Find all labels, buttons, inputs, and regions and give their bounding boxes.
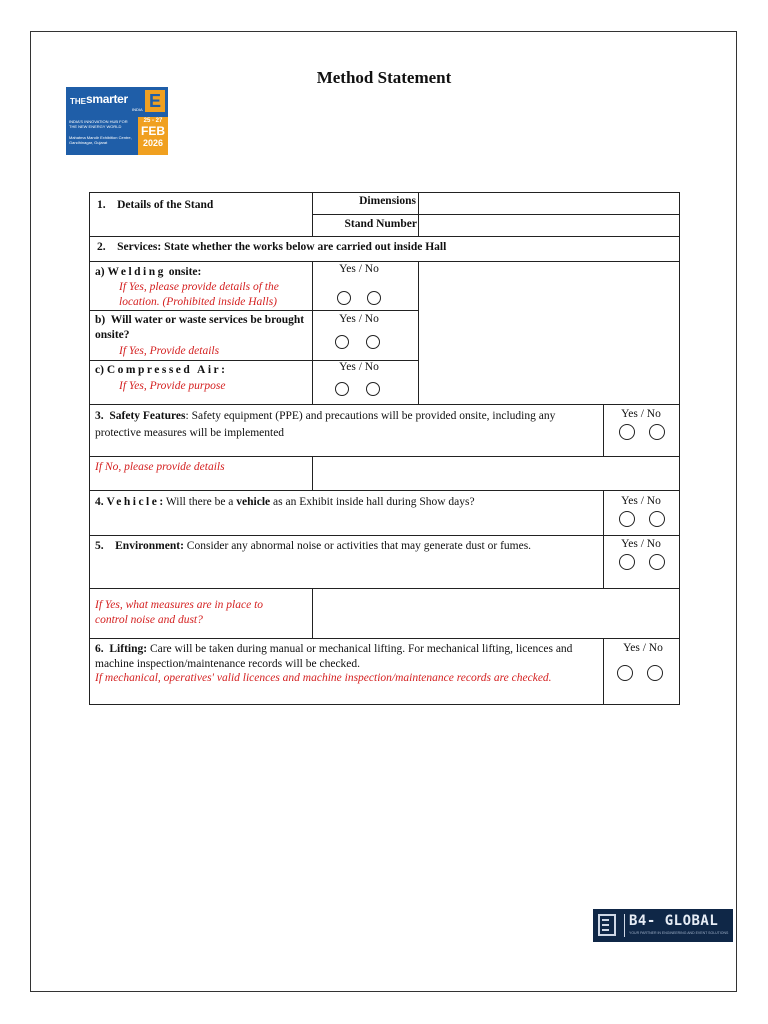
grid-line: [89, 588, 680, 589]
event-logo-mark: E: [145, 90, 165, 112]
b4-global-name: B4- GLOBAL: [629, 913, 719, 929]
b4-building-icon: [598, 914, 616, 936]
grid-line: [89, 638, 680, 639]
section4-text: 4. Vehicle: Will there be a vehicle as an Exhibit inside hall during Show days?: [95, 496, 475, 508]
b4-global-tagline: YOUR PARTNER IN ENGINEERING AND EVENT SOLUTIONS: [629, 931, 729, 935]
b4-global-logo: [593, 909, 733, 942]
section4-text-bold: vehicle: [236, 496, 271, 508]
grid-line: [312, 456, 313, 490]
water-details-input[interactable]: [420, 312, 678, 359]
welding-label: Welding: [107, 266, 166, 278]
vehicle-yes-radio[interactable]: [619, 511, 635, 527]
section2-heading: [97, 240, 672, 255]
water-question: [95, 313, 310, 343]
grid-line: [603, 404, 604, 456]
event-logo-name: smarter: [86, 92, 128, 106]
section6-body: Care will be taken during manual or mechanical lifting. For mechanical lifting, licences and machine inspection/maintenance records will be checked.: [95, 643, 573, 670]
safety-yes-radio[interactable]: [619, 424, 635, 440]
section5-number: 5.: [95, 540, 104, 552]
welding-yes-no-label: Yes / No: [339, 263, 379, 275]
grid-line: [89, 535, 680, 536]
environment-yes-radio[interactable]: [619, 554, 635, 570]
water-prefix: b): [95, 314, 106, 326]
air-suffix: :: [221, 364, 225, 376]
environment-no-radio[interactable]: [649, 554, 665, 570]
section5-text: [95, 538, 595, 555]
stand-number-label: Stand Number: [344, 218, 417, 230]
air-prefix: c): [95, 364, 104, 376]
lifting-yes-radio[interactable]: [617, 665, 633, 681]
grid-line: [89, 404, 680, 405]
lifting-no-radio[interactable]: [647, 665, 663, 681]
lifting-yes-no-label: Yes / No: [623, 642, 663, 654]
event-logo-venue: Mahatma Mandir Exhibition Centre, Gandhinagar, Gujarat: [69, 135, 132, 145]
grid-line: [89, 456, 680, 457]
air-yes-radio[interactable]: [335, 382, 349, 396]
grid-line: [312, 588, 313, 638]
document-title: Method Statement: [316, 68, 452, 87]
water-label: Will water or waste services be brought onsite?: [95, 314, 305, 341]
air-details-input[interactable]: [420, 362, 678, 403]
section1-label: Details of the Stand: [117, 199, 214, 211]
event-logo-prefix: THE: [70, 97, 86, 106]
grid-line: [89, 490, 680, 491]
grid-line: [603, 490, 604, 588]
stand-number-input[interactable]: [420, 216, 678, 235]
welding-prefix: a): [95, 266, 105, 278]
section4-text-before: Will there be a: [163, 496, 237, 508]
method-statement-form: [89, 192, 680, 705]
section3-body: : Safety equipment (PPE) and precautions will be provided onsite, including any protective measures will be implemented: [95, 410, 556, 439]
event-logo-days: 25 - 27: [143, 118, 163, 124]
grid-line: [312, 214, 680, 215]
welding-details-input[interactable]: [420, 263, 678, 309]
grid-line: [418, 261, 419, 404]
environment-details-input[interactable]: [315, 590, 678, 637]
water-yes-no-label: Yes / No: [339, 313, 379, 325]
section1-number: 1.: [97, 199, 106, 211]
safety-yes-no-label: Yes / No: [621, 408, 661, 420]
section3-text: [95, 408, 595, 442]
dimensions-input[interactable]: [420, 194, 678, 213]
air-label: Compressed Air: [106, 364, 222, 376]
grid-line: [89, 261, 680, 262]
grid-line: [89, 704, 680, 705]
lifting-note: If mechanical, operatives' valid licences and machine inspection/maintenance records are checked.: [95, 672, 552, 684]
welding-question: [95, 265, 310, 280]
air-yes-no-label: Yes / No: [339, 361, 379, 373]
section4-number: 4.: [95, 496, 104, 508]
safety-note: If No, please provide details: [95, 461, 225, 473]
environment-note: If Yes, what measures are in place to control noise and dust?: [95, 599, 264, 626]
grid-line: [603, 638, 604, 704]
grid-line: [89, 310, 419, 311]
section1-heading: [97, 198, 307, 213]
vehicle-no-radio[interactable]: [649, 511, 665, 527]
event-logo-month: FEB: [141, 124, 165, 138]
section5-label: Environment:: [115, 540, 184, 552]
welding-note: If Yes, please provide details of the location. (Prohibited inside Halls): [119, 281, 279, 308]
section6-number: 6.: [95, 643, 104, 655]
welding-yes-radio[interactable]: [337, 291, 351, 305]
air-note: If Yes, Provide purpose: [119, 380, 226, 392]
event-logo-year: 2026: [142, 138, 164, 148]
vehicle-yes-no-label: Yes / No: [621, 495, 661, 507]
event-logo-tagline: INDIA'S INNOVATION HUB FOR THE NEW ENERGY WORLD: [69, 119, 128, 129]
section4-label: Vehicle: [106, 496, 160, 508]
welding-no-radio[interactable]: [367, 291, 381, 305]
section4-text-after: as an Exhibit inside hall during Show days?: [270, 496, 475, 508]
air-no-radio[interactable]: [366, 382, 380, 396]
grid-line: [89, 236, 680, 237]
welding-suffix: onsite:: [165, 266, 202, 278]
section3-label: Safety Features: [109, 410, 186, 422]
section3-number: 3.: [95, 410, 104, 422]
grid-line: [89, 192, 90, 705]
grid-line: [89, 192, 680, 193]
section6-text: [95, 642, 600, 671]
air-question: [95, 363, 310, 378]
section5-body: Consider any abnormal noise or activities that may generate dust or fumes.: [183, 540, 532, 552]
safety-no-radio[interactable]: [649, 424, 665, 440]
environment-yes-no-label: Yes / No: [621, 538, 661, 550]
event-logo-date: [138, 117, 168, 155]
logo-divider: [624, 914, 625, 937]
water-no-radio[interactable]: [366, 335, 380, 349]
dimensions-label: Dimensions: [359, 195, 416, 207]
grid-line: [418, 192, 419, 236]
event-logo-sub: INDIA: [132, 107, 143, 112]
grid-line: [312, 261, 313, 404]
water-yes-radio[interactable]: [335, 335, 349, 349]
safety-details-input[interactable]: [315, 458, 678, 489]
section2-label: Services: State whether the works below are carried out inside Hall: [117, 241, 447, 253]
water-note: If Yes, Provide details: [119, 345, 220, 357]
event-logo: [66, 87, 168, 155]
grid-line: [679, 192, 680, 705]
section6-label: Lifting:: [109, 643, 148, 655]
section2-number: 2.: [97, 241, 106, 253]
